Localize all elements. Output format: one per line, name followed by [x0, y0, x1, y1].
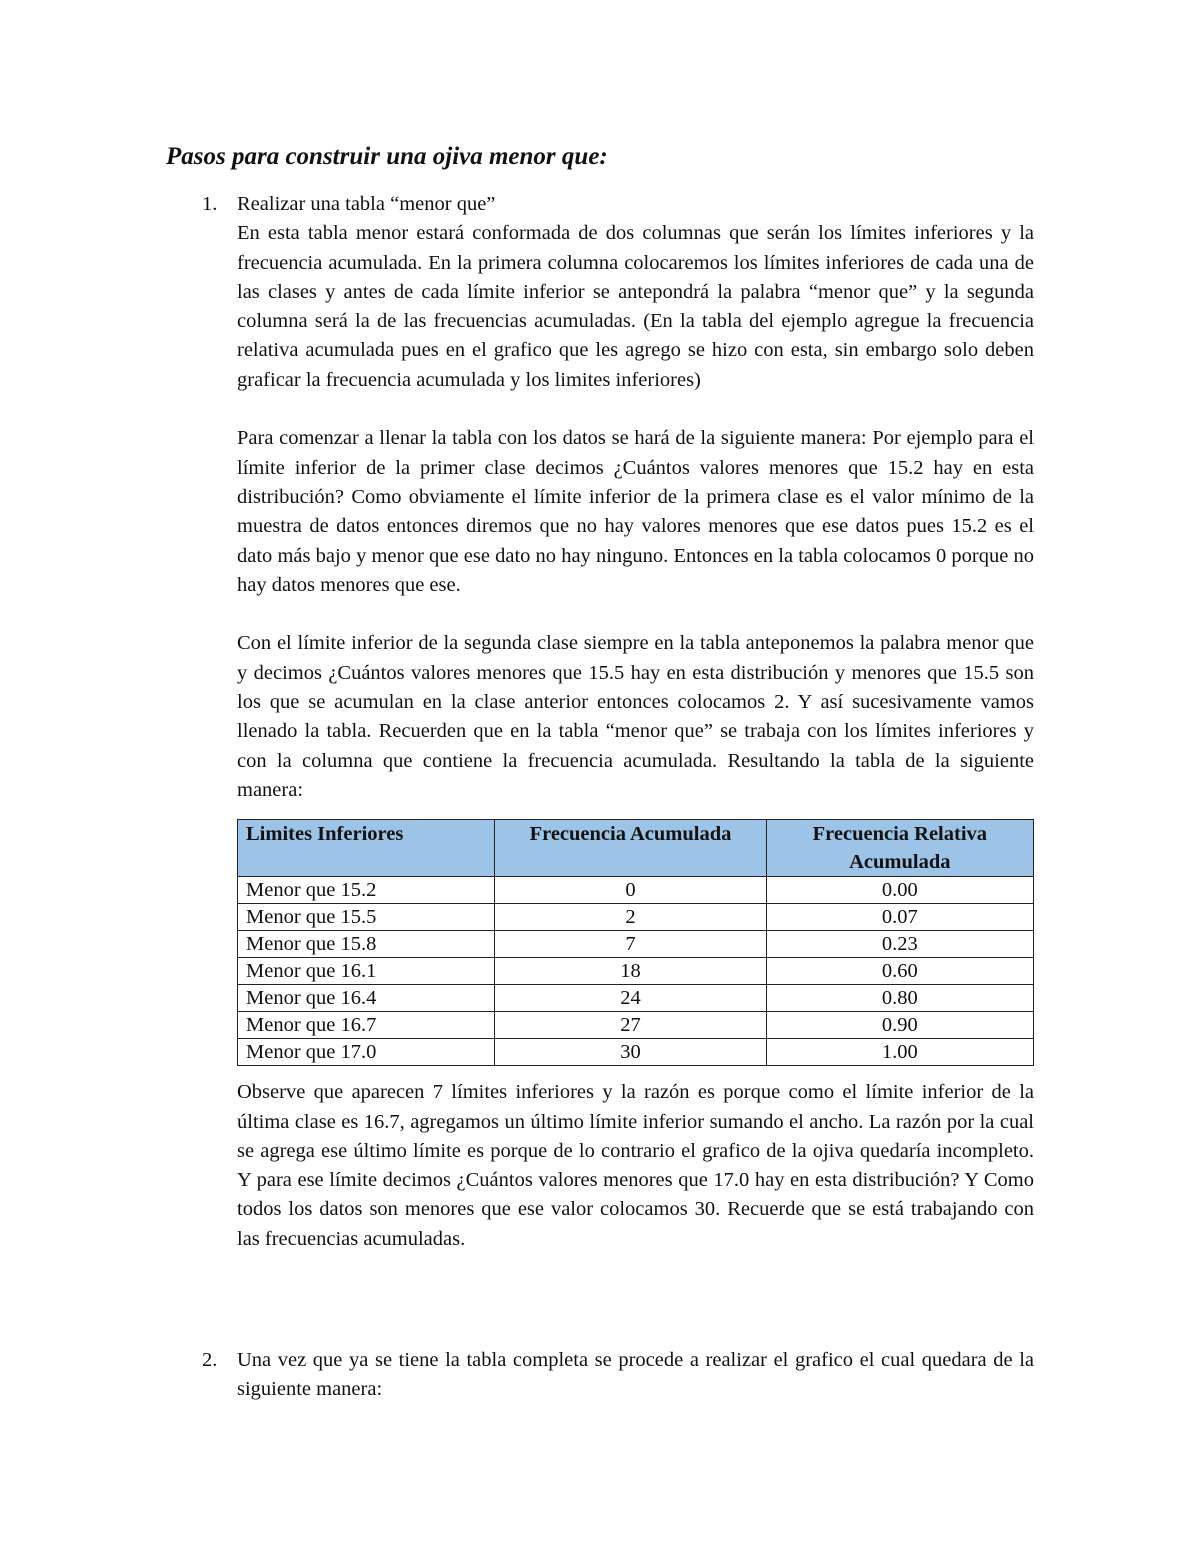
- cell-limit: Menor que 16.7: [238, 1012, 495, 1039]
- step-2-body: [237, 1346, 1034, 1405]
- cell-limit: Menor que 15.8: [238, 931, 495, 958]
- step-1-body: [237, 190, 1034, 1254]
- cumulative-frequency-table: [237, 819, 1034, 1066]
- header-limites-inferiores: Limites Inferiores: [238, 820, 495, 877]
- cell-limit: Menor que 17.0: [238, 1039, 495, 1066]
- cell-relative: 0.07: [766, 904, 1033, 931]
- cell-relative: 0.23: [766, 931, 1033, 958]
- paragraph-second-class: Con el límite inferior de la segunda clase siempre en la tabla anteponemos la palabra menor que y decimos ¿Cuántos valores menores que 15.5 hay en esta distribución y menores que 15.5 son los que se acumulan en la clase anterior entonces colocamos 2. Y así sucesivamente vamos llenado la tabla. Recuerden que en la tabla “menor que” se trabaja con los límites inferiores y con la columna que contiene la frecuencia acumulada. Resultando la tabla de la siguiente manera:: [237, 632, 1034, 801]
- cell-cumulative: 0: [495, 877, 766, 904]
- paragraph-observation: Observe que aparecen 7 límites inferiores y la razón es porque como el límite inferior de la última clase es 16.7, agregamos un último límite inferior sumando el ancho. La razón por la cual se agrega ese último límite es porque de lo contrario el grafico de la ojiva quedaría incompleto. Y para ese límite decimos ¿Cuántos valores menores que 17.0 hay en esta distribución? Y Como todos los datos son menores que ese valor colocamos 30. Recuerde que se está trabajando con las frecuencias acumuladas.: [237, 1081, 1034, 1250]
- table-row: [238, 958, 1034, 985]
- page-title: Pasos para construir una ojiva menor que:: [166, 143, 608, 170]
- cell-cumulative: 30: [495, 1039, 766, 1066]
- table-row: [238, 931, 1034, 958]
- paragraph-graph-intro: Una vez que ya se tiene la tabla completa se procede a realizar el grafico el cual quedara de la siguiente manera:: [237, 1349, 1034, 1401]
- header-frecuencia-acumulada: Frecuencia Acumulada: [495, 820, 766, 877]
- cell-cumulative: 24: [495, 985, 766, 1012]
- cell-cumulative: 18: [495, 958, 766, 985]
- paragraph-table-description: En esta tabla menor estará conformada de dos columnas que serán los límites inferiores y la frecuencia acumulada. En la primera columna colocaremos los límites inferiores de cada una de las clases y antes de cada límite inferior se antepondrá la palabra “menor que” y la segunda columna será la de las frecuencias acumuladas. (En la tabla del ejemplo agregue la frecuencia relativa acumulada pues en el grafico que les agrego se hizo con esta, sin embargo solo deben graficar la frecuencia acumulada y los limites inferiores): [237, 222, 1034, 391]
- cell-relative: 0.60: [766, 958, 1033, 985]
- paragraph-fill-instructions: Para comenzar a llenar la tabla con los datos se hará de la siguiente manera: Por ejemplo para el límite inferior de la primer clase decimos ¿Cuántos valores menores que 15.2 hay en esta distribución? Como obviamente el límite inferior de la primera clase es el valor mínimo de la muestra de datos entonces diremos que no hay valores menores que ese datos pues 15.2 es el dato más bajo y menor que ese dato no hay ninguno. Entonces en la tabla colocamos 0 porque no hay datos menores que ese.: [237, 427, 1034, 596]
- cell-cumulative: 7: [495, 931, 766, 958]
- cell-relative: 0.90: [766, 1012, 1033, 1039]
- table-row: [238, 877, 1034, 904]
- table-header-row: [238, 820, 1034, 877]
- cell-limit: Menor que 15.5: [238, 904, 495, 931]
- list-number: 2.: [202, 1349, 218, 1371]
- table-row: [238, 1039, 1034, 1066]
- list-number: 1.: [202, 193, 218, 215]
- table-row: [238, 985, 1034, 1012]
- table-row: [238, 904, 1034, 931]
- cell-relative: 0.00: [766, 877, 1033, 904]
- cell-cumulative: 2: [495, 904, 766, 931]
- step-1-heading: Realizar una tabla “menor que”: [237, 193, 496, 215]
- cell-relative: 0.80: [766, 985, 1033, 1012]
- cell-limit: Menor que 16.1: [238, 958, 495, 985]
- table-row: [238, 1012, 1034, 1039]
- cell-relative: 1.00: [766, 1039, 1033, 1066]
- header-frecuencia-relativa-acumulada: Frecuencia Relativa Acumulada: [766, 820, 1033, 877]
- cell-limit: Menor que 15.2: [238, 877, 495, 904]
- cell-limit: Menor que 16.4: [238, 985, 495, 1012]
- cell-cumulative: 27: [495, 1012, 766, 1039]
